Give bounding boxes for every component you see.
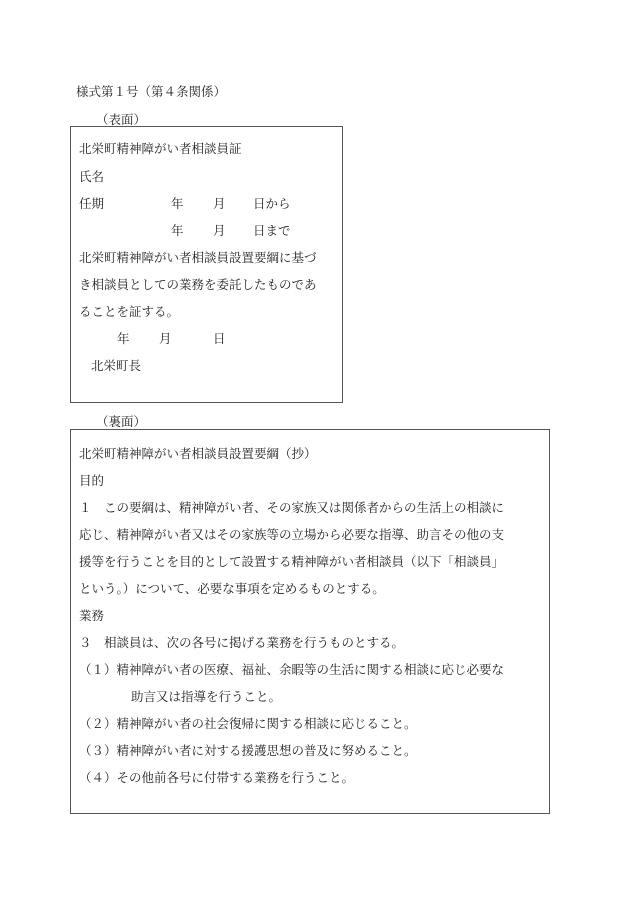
certify-line-2: き相談員としての業務を委託したものであ	[79, 277, 317, 292]
term-start-month: 月	[213, 196, 226, 211]
purpose-line-4: という。）について、必要な事項を定めるものとする。	[79, 581, 385, 596]
duties-intro: ３ 相談員は、次の各号に掲げる業務を行うものとする。	[79, 635, 405, 650]
certify-line-3: ることを証する。	[79, 304, 180, 319]
duties-heading: 業務	[79, 608, 105, 623]
front-side-label: （表面）	[96, 112, 147, 127]
term-end-month: 月	[213, 223, 226, 238]
term-start-day: 日から	[253, 196, 291, 211]
issue-date-year: 年	[117, 331, 130, 346]
duty-item-2: （２）精神障がい者の社会復帰に関する相談に応じること。	[79, 716, 417, 731]
term-label: 任期	[79, 196, 105, 211]
purpose-line-3: 援等を行うことを目的として設置する精神障がい者相談員（以下「相談員」	[79, 554, 505, 569]
purpose-line-2: 応じ、精神障がい者又はその家族等の立場から必要な指導、助言その他の支	[79, 527, 505, 542]
purpose-line-1: １ この要綱は、精神障がい者、その家族又は関係者からの生活上の相談に	[79, 500, 505, 515]
term-end-day: 日まで	[253, 223, 291, 238]
duty-item-3: （３）精神障がい者に対する援護思想の普及に努めること。	[79, 743, 417, 758]
issue-date-month: 月	[159, 331, 172, 346]
term-end-year: 年	[171, 223, 184, 238]
back-card	[70, 429, 550, 814]
regulation-title: 北栄町精神障がい者相談員設置要綱（抄）	[79, 446, 317, 461]
duty-item-1-cont: 助言又は指導を行うこと。	[131, 689, 282, 704]
duty-item-4: （４）その他前各号に付帯する業務を行うこと。	[79, 770, 355, 785]
term-start-year: 年	[171, 196, 184, 211]
back-side-label: （裏面）	[96, 414, 147, 429]
duty-item-1: （１）精神障がい者の医療、福祉、余暇等の生活に関する相談に応じ必要な	[79, 662, 505, 677]
name-label: 氏名	[79, 169, 105, 184]
card-title: 北栄町精神障がい者相談員証	[79, 141, 242, 156]
certify-line-1: 北栄町精神障がい者相談員設置要綱に基づ	[79, 250, 317, 265]
front-card	[70, 126, 343, 403]
form-number: 様式第１号（第４条関係）	[76, 84, 227, 99]
purpose-heading: 目的	[79, 473, 105, 488]
issuer: 北栄町長	[91, 358, 142, 373]
issue-date-day: 日	[213, 331, 226, 346]
